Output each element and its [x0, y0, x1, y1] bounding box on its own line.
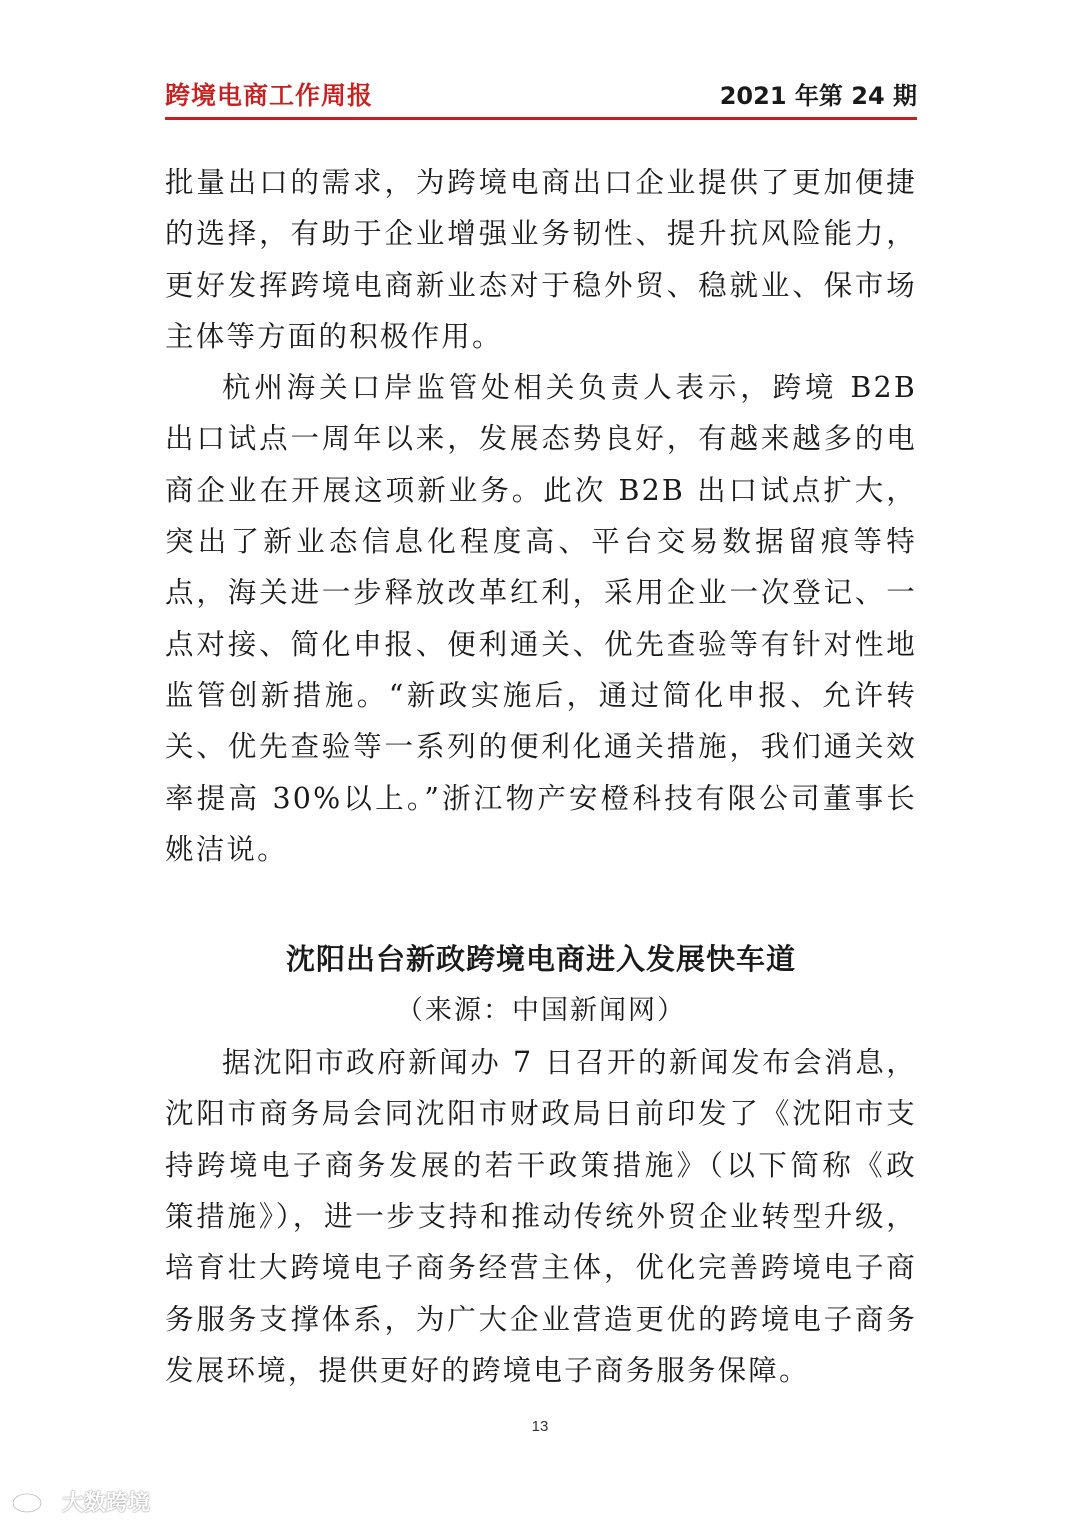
- page-content: [165, 157, 917, 1396]
- page-header: [165, 72, 917, 112]
- paragraph-continued: 批量出口的需求，为跨境电商出口企业提供了更加便捷的选择，有助于企业增强业务韧性、提升抗风险能力，更好发挥跨境电商新业态对于稳外贸、稳就业、保市场主体等方面的积极作用。: [165, 166, 917, 353]
- watermark-text: 大数跨境: [62, 1490, 151, 1516]
- section-body-paragraph: 据沈阳市政府新闻办 7 日召开的新闻发布会消息，沈阳市商务局会同沈阳市财政局日前印发了《沈阳市支持跨境电子商务发展的若干政策措施》（以下简称《政策措施》），进一步支持和推动传统外贸企业转型升级，培育壮大跨境电子商务经营主体，优化完善跨境电子商务服务支撑体系，为广大企业营造更优的跨境电子商务发展环境，提供更好的跨境电子商务服务保障。: [165, 1046, 917, 1387]
- section-title: 沈阳出台新政跨境电商进入发展快车道: [285, 942, 796, 977]
- paragraph-hangzhou-customs: 杭州海关口岸监管处相关负责人表示，跨境 B2B 出口试点一周年以来，发展态势良好，有越来越多的电商企业在开展这项新业务。此次 B2B 出口试点扩大，突出了新业态信息化程度高、平台交易数据留痕等特点，海关进一步释放改革红利，采用企业一次登记、一点对接、简化申报、便利通关、优先查验等有针对性地监管创新措施。“新政实施后，通过简化申报、允许转关、优先查验等一系列的便利化通关措施，我们通关效率提高 30%以上。”浙江物产安橙科技有限公司董事长姚洁说。: [165, 371, 917, 866]
- header-divider: [165, 117, 917, 120]
- issue-number: 2021 年第 24 期: [719, 82, 917, 110]
- publication-title: 跨境电商工作周报: [165, 81, 374, 110]
- watermark: [10, 1486, 150, 1516]
- weibo-logo-icon: [10, 1488, 56, 1514]
- page-number: 13: [531, 1418, 549, 1435]
- section-source: （来源：中国新闻网）: [396, 995, 686, 1027]
